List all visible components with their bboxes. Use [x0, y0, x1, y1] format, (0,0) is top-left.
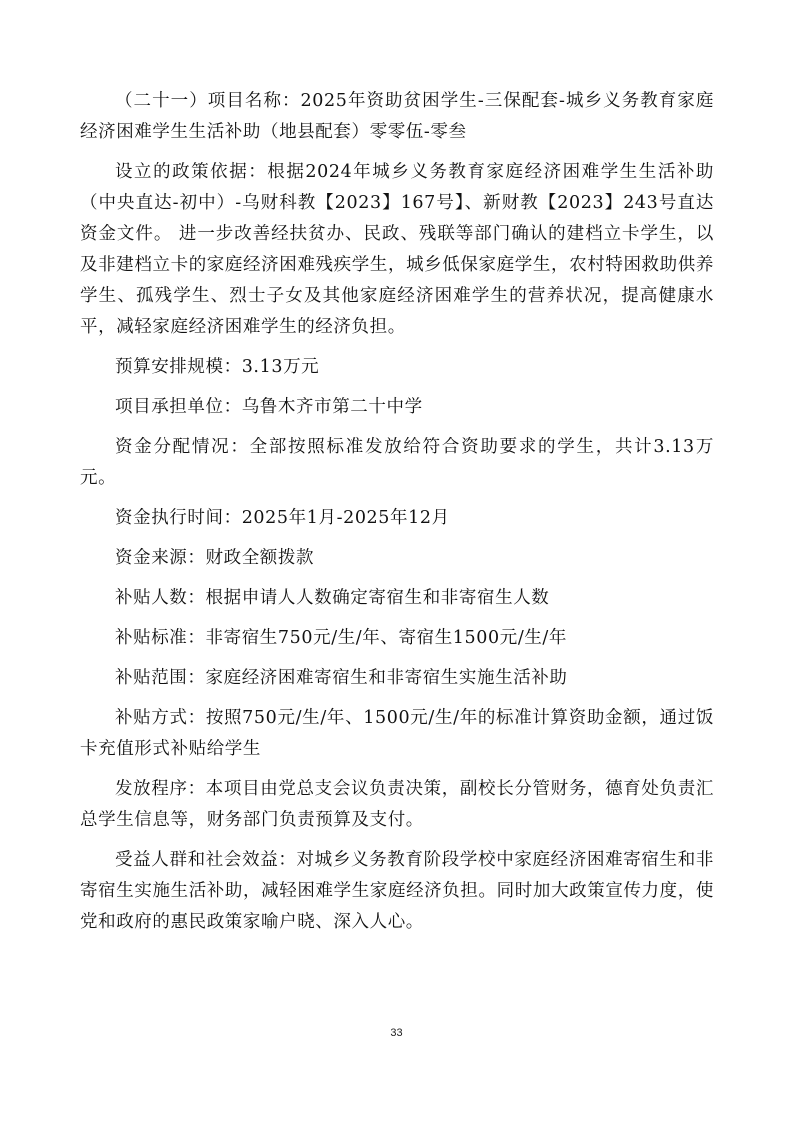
fund-source-paragraph: 资金来源：财政全额拨款	[115, 548, 315, 568]
document-body	[80, 86, 714, 947]
subsidy-standard-paragraph: 补贴标准：非寄宿生750元/生/年、寄宿生1500元/生/年	[115, 628, 568, 648]
subsidy-scope-paragraph: 补贴范围：家庭经济困难寄宿生和非寄宿生实施生活补助	[115, 668, 568, 688]
subsidy-count-paragraph: 补贴人数：根据申请人人数确定寄宿生和非寄宿生人数	[115, 588, 550, 608]
budget-scale-paragraph: 预算安排规模：3.13万元	[115, 357, 320, 377]
policy-basis-paragraph: 设立的政策依据：根据2024年城乡义务教育家庭经济困难学生生活补助（中央直达-初中）-乌财科教【2023】167号】、新财教【2023】243号直达资金文件。 进一步改善经扶贫办、民政、残联等部门确认的建档立卡学生，以及非建档立卡的家庭经济困难残疾学生，城乡低保家庭学生，农村特困救助供养学生、孤残学生、烈士子女及其他家庭经济困难学生的营养状况，提高健康水平，减轻家庭经济困难学生的经济负担。	[80, 162, 714, 337]
responsible-unit-paragraph: 项目承担单位：乌鲁木齐市第二十中学	[115, 397, 423, 417]
project-title-paragraph: （二十一）项目名称：2025年资助贫困学生-三保配套-城乡义务教育家庭经济困难学生生活补助（地县配套）零零伍-零叁	[80, 91, 714, 142]
page-number: 33	[390, 1027, 403, 1039]
execution-period-paragraph: 资金执行时间：2025年1月-2025年12月	[115, 508, 450, 528]
distribution-procedure-paragraph: 发放程序：本项目由党总支会议负责决策，副校长分管财务，德育处负责汇总学生信息等，财务部门负责预算及支付。	[80, 779, 714, 830]
beneficiaries-paragraph: 受益人群和社会效益：对城乡义务教育阶段学校中家庭经济困难寄宿生和非寄宿生实施生活补助，减轻困难学生家庭经济负担。同时加大政策宣传力度，使党和政府的惠民政策家喻户晓、深入人心。	[80, 850, 714, 932]
subsidy-method-paragraph: 补贴方式：按照750元/生/年、1500元/生/年的标准计算资助金额，通过饭卡充值形式补贴给学生	[80, 708, 714, 759]
fund-allocation-paragraph: 资金分配情况：全部按照标准发放给符合资助要求的学生，共计3.13万元。	[80, 437, 714, 488]
